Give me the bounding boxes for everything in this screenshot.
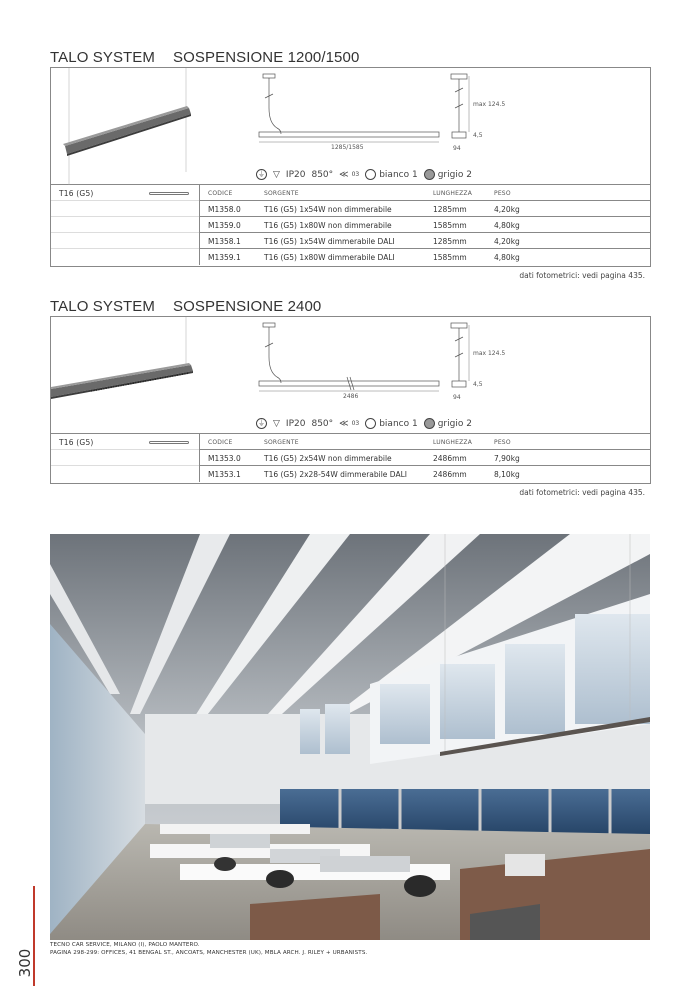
ip-rating: IP20 <box>285 169 306 180</box>
f-mark-icon: ▽ <box>273 169 280 180</box>
grey-finish-icon <box>424 169 435 180</box>
finish-grey: grigio 2 <box>437 169 472 180</box>
caption-line-2: PAGINA 298-299: OFFICES, 41 BENGAL ST., ANCOATS, MANCHESTER (UK), MBLA ARCH. J. RILEY + URBANISTS. <box>50 950 368 957</box>
spec-table <box>51 185 650 265</box>
table-row: M1353.1 T16 (G5) 2x28-54W dimmerabile DALI 2486mm 8,10kg <box>208 470 520 479</box>
spec-icons <box>256 418 472 429</box>
table-row: M1359.1 T16 (G5) 1x80W dimmerabile DALI 1585mm 4,80kg <box>208 253 520 262</box>
product-variant: SOSPENSIONE 2400 <box>173 298 322 315</box>
tube-icon <box>149 192 189 195</box>
white-finish-icon <box>365 418 376 429</box>
caption-line-1: TECNO CAR SERVICE, MILANO (I), PAOLO MANTERO. <box>50 942 200 948</box>
product-variant: SOSPENSIONE 1200/1500 <box>173 49 360 66</box>
technical-drawing-long <box>251 317 511 434</box>
f-mark-icon: ▽ <box>273 418 280 429</box>
spec-icons <box>256 169 472 180</box>
lamp-type: T16 (G5) <box>59 438 94 447</box>
grey-finish-icon <box>424 418 435 429</box>
product-name: TALO SYSTEM <box>50 49 156 66</box>
photometric-note: dati fotometrici: vedi pagina 435. <box>519 488 645 497</box>
page-number: 300 <box>16 948 34 978</box>
tube-icon <box>149 441 189 444</box>
svg-text:max 124.5: max 124.5 <box>473 350 506 357</box>
svg-text:4,5: 4,5 <box>473 132 483 139</box>
finish-white: bianco 1 <box>379 418 418 429</box>
section1-spec-box <box>50 67 651 267</box>
technical-drawing-short <box>251 68 511 185</box>
table-row: M1353.0 T16 (G5) 2x54W non dimmerabile 2486mm 7,90kg <box>51 450 650 466</box>
spec-table <box>51 434 650 482</box>
photo-caption <box>50 941 367 957</box>
glow-wire-rating: 850° <box>311 169 334 180</box>
product-image-long <box>51 317 199 434</box>
eec-icon: ≪ 03 <box>339 418 360 429</box>
table-header: T16 (G5) CODICE SORGENTE LUNGHEZZA PESO <box>51 434 650 450</box>
ip-rating: IP20 <box>285 418 306 429</box>
section2-spec-box <box>50 316 651 484</box>
svg-text:94: 94 <box>453 145 461 152</box>
svg-text:4,5: 4,5 <box>473 381 483 388</box>
section1-title <box>50 49 359 66</box>
product-name: TALO SYSTEM <box>50 298 156 315</box>
white-finish-icon <box>365 169 376 180</box>
table-row: M1359.0 T16 (G5) 1x80W non dimmerabile 1585mm 4,80kg <box>51 217 650 233</box>
eec-icon: ≪ 03 <box>339 169 360 180</box>
office-interior-photo <box>50 534 650 940</box>
ground-icon: ⏚ <box>258 170 265 178</box>
product-image-short <box>51 68 199 185</box>
photometric-note: dati fotometrici: vedi pagina 435. <box>519 271 645 280</box>
table-header: T16 (G5) CODICE SORGENTE LUNGHEZZA PESO <box>51 185 650 201</box>
glow-wire-rating: 850° <box>311 418 334 429</box>
lamp-type: T16 (G5) <box>59 189 94 198</box>
table-row: M1358.1 T16 (G5) 1x54W dimmerabile DALI 1285mm 4,20kg <box>51 233 650 249</box>
svg-text:max 124.5: max 124.5 <box>473 101 506 108</box>
svg-text:2486: 2486 <box>343 393 359 400</box>
svg-text:1285/1585: 1285/1585 <box>331 144 364 151</box>
finish-grey: grigio 2 <box>437 418 472 429</box>
table-row: M1358.0 T16 (G5) 1x54W non dimmerabile 1285mm 4,20kg <box>51 201 650 217</box>
finish-white: bianco 1 <box>379 169 418 180</box>
section2-title <box>50 298 321 315</box>
svg-text:94: 94 <box>453 394 461 401</box>
ground-icon: ⏚ <box>258 419 265 427</box>
